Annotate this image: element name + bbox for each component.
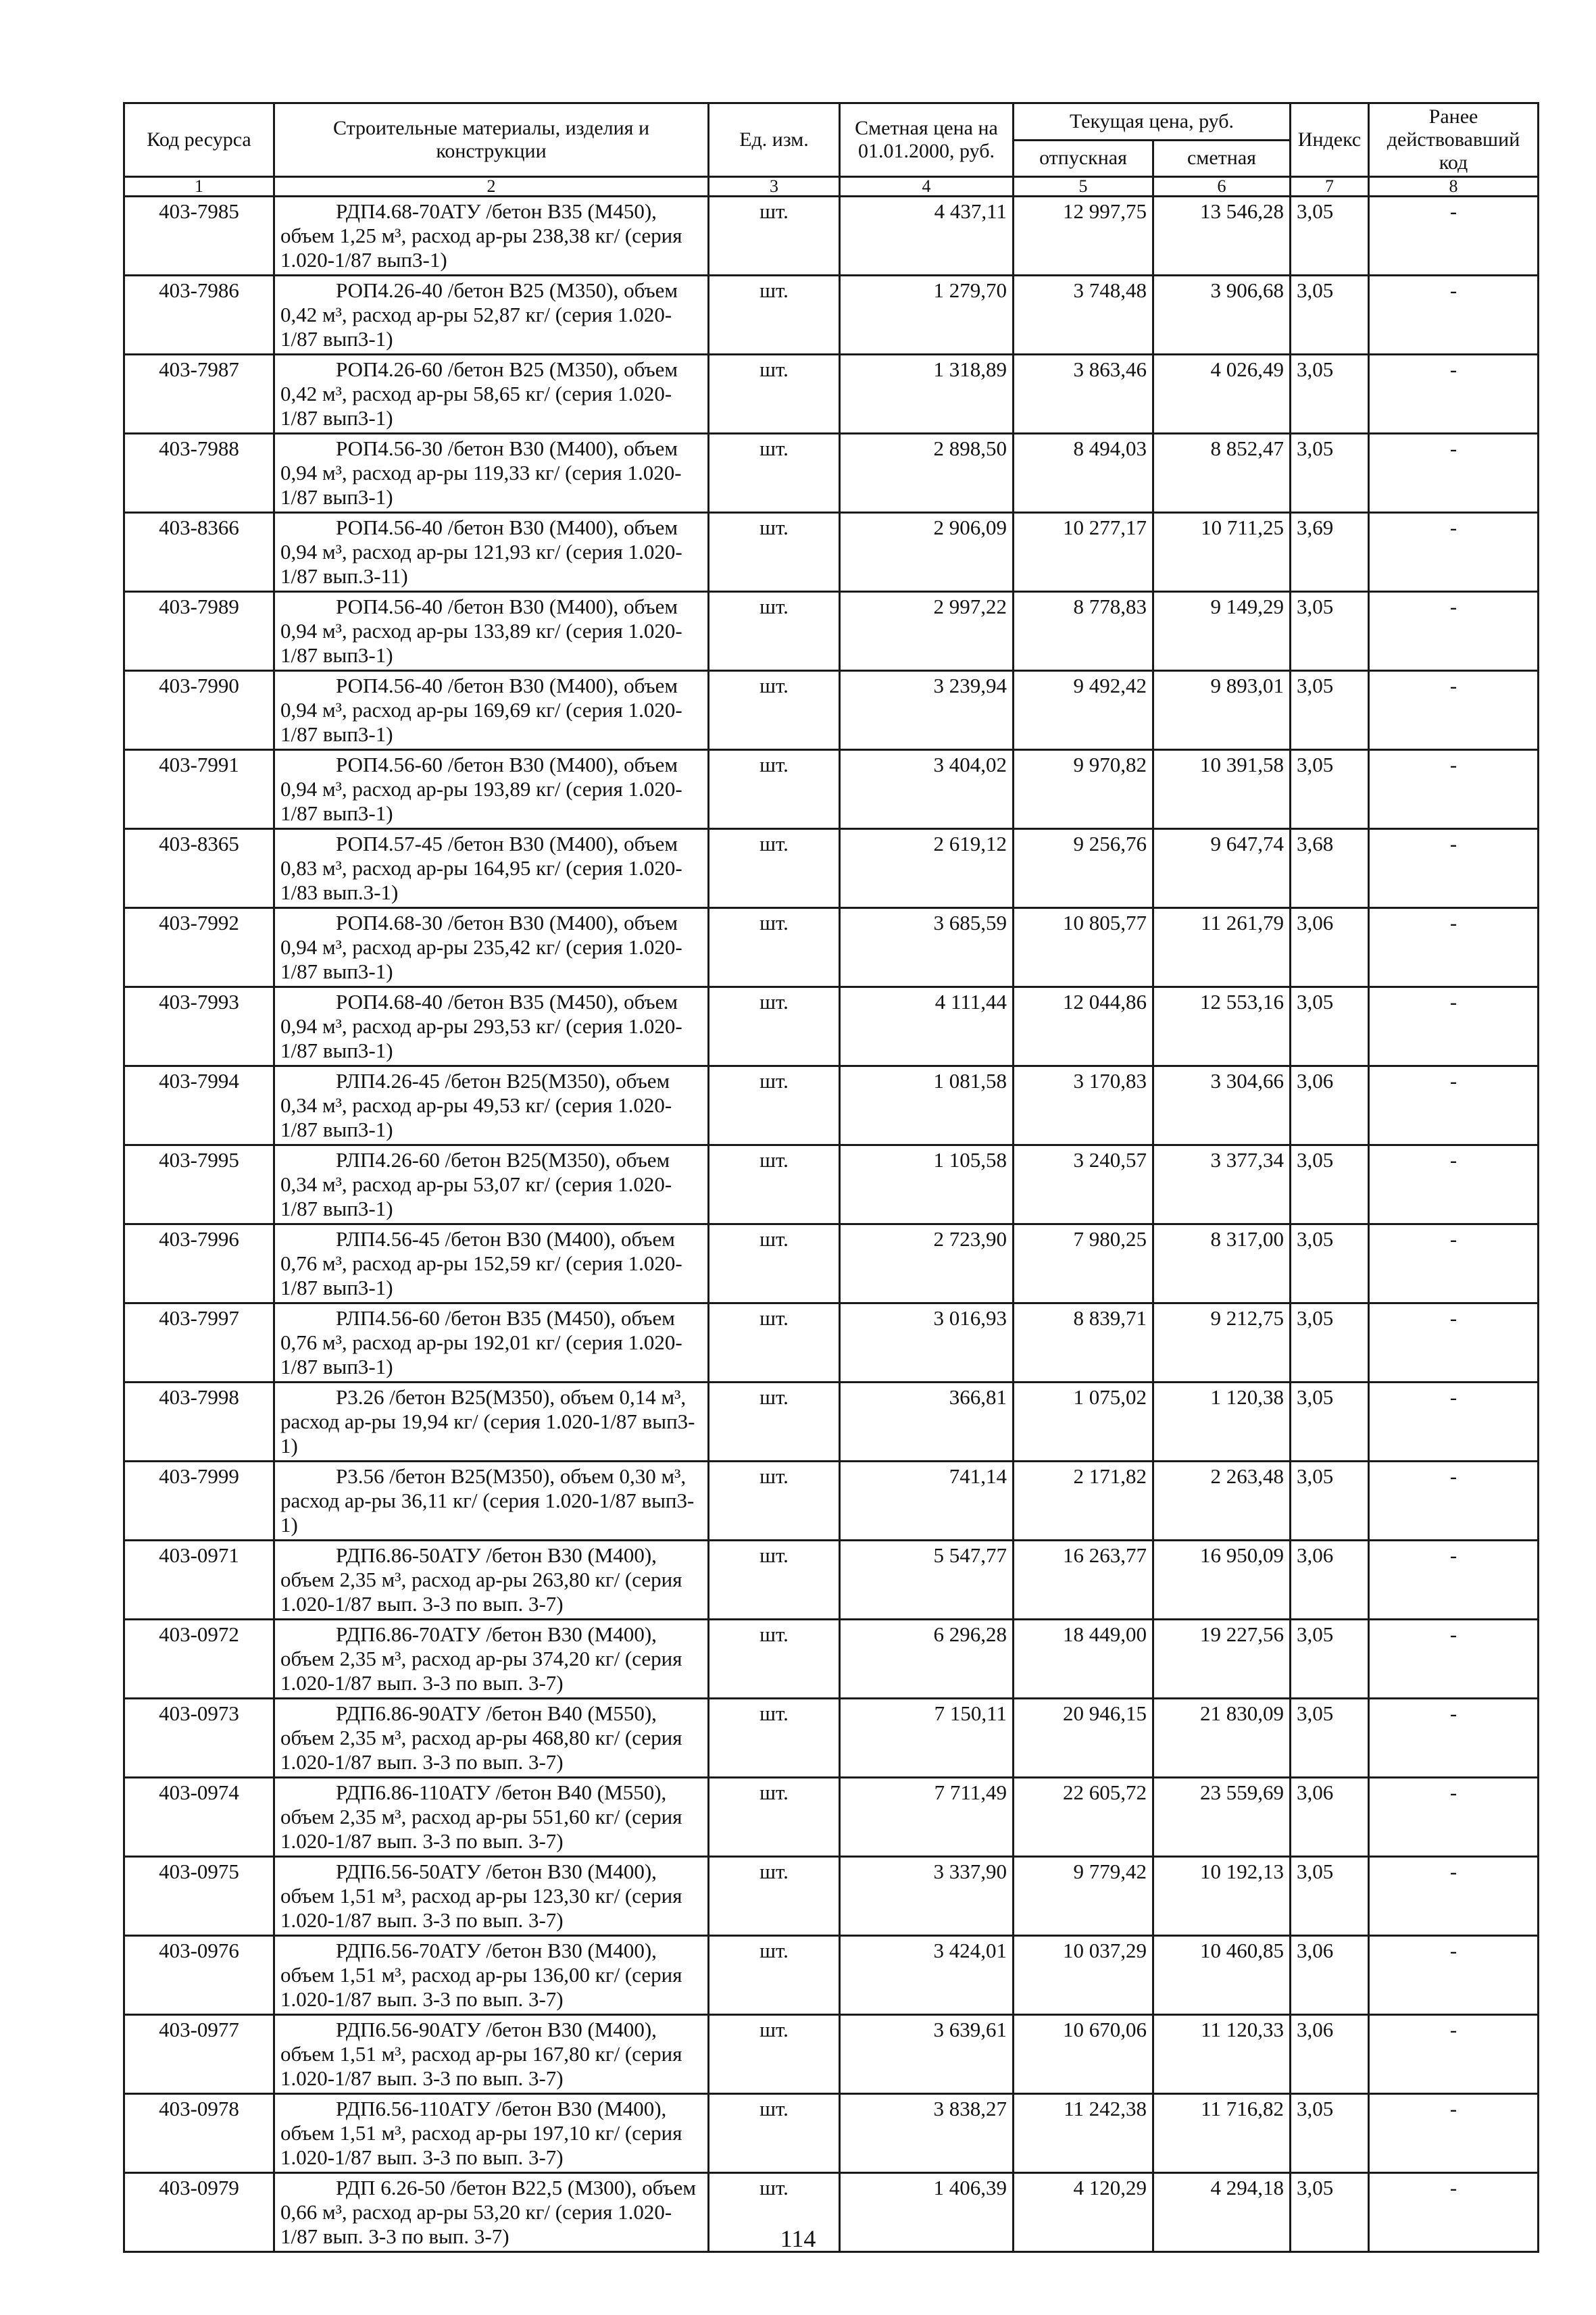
resource-code: 403-7998 (124, 1383, 274, 1462)
estimate-price: 4 026,49 (1153, 355, 1291, 434)
header-release-price: отпускная (1014, 140, 1153, 177)
estimate-price: 8 852,47 (1153, 434, 1291, 513)
resource-code: 403-7991 (124, 750, 274, 829)
unit-of-measure: шт. (709, 1778, 840, 1857)
header-base-price: Сметная цена на 01.01.2000, руб. (840, 103, 1014, 177)
unit-of-measure: шт. (709, 276, 840, 355)
header-index: Индекс (1291, 103, 1369, 177)
material-description: РОП4.26-60 /бетон В25 (М350), объем 0,42 м³, расход ар-ры 58,65 кг/ (серия 1.020-1/87 вып3-1) (274, 355, 709, 434)
table-row (124, 829, 1539, 908)
release-price: 20 946,15 (1014, 1699, 1153, 1778)
unit-of-measure: шт. (709, 2094, 840, 2173)
unit-of-measure: шт. (709, 671, 840, 750)
price-index: 3,06 (1291, 1066, 1369, 1145)
unit-of-measure: шт. (709, 1857, 840, 1936)
previous-code: - (1369, 1383, 1539, 1462)
release-price: 3 863,46 (1014, 355, 1153, 434)
material-description: РДП6.56-110АТУ /бетон В30 (М400), объем 1,51 м³, расход ар-ры 197,10 кг/ (серия 1.020-1/87 вып. 3-3 по вып. 3-7) (274, 2094, 709, 2173)
estimate-price: 8 317,00 (1153, 1224, 1291, 1303)
resource-code: 403-0977 (124, 2015, 274, 2094)
table-row (124, 987, 1539, 1066)
previous-code: - (1369, 513, 1539, 592)
base-price: 2 898,50 (840, 434, 1014, 513)
release-price: 9 256,76 (1014, 829, 1153, 908)
unit-of-measure: шт. (709, 1699, 840, 1778)
resource-code: 403-7988 (124, 434, 274, 513)
unit-of-measure: шт. (709, 513, 840, 592)
column-number: 6 (1153, 177, 1291, 197)
unit-of-measure: шт. (709, 355, 840, 434)
unit-of-measure: шт. (709, 197, 840, 276)
previous-code: - (1369, 987, 1539, 1066)
unit-of-measure: шт. (709, 1303, 840, 1383)
previous-code: - (1369, 1541, 1539, 1620)
release-price: 16 263,77 (1014, 1541, 1153, 1620)
price-index: 3,06 (1291, 1541, 1369, 1620)
header-previous-code: Ранее действовавший код (1369, 103, 1539, 177)
previous-code: - (1369, 2173, 1539, 2252)
price-index: 3,05 (1291, 197, 1369, 276)
resource-code: 403-7995 (124, 1145, 274, 1224)
base-price: 2 906,09 (840, 513, 1014, 592)
table-row (124, 1066, 1539, 1145)
estimate-price: 23 559,69 (1153, 1778, 1291, 1857)
table-row (124, 434, 1539, 513)
base-price: 741,14 (840, 1462, 1014, 1541)
price-index: 3,05 (1291, 1462, 1369, 1541)
price-index: 3,05 (1291, 276, 1369, 355)
base-price: 4 111,44 (840, 987, 1014, 1066)
table-row (124, 1699, 1539, 1778)
material-description: РОП4.56-40 /бетон В30 (М400), объем 0,94 м³, расход ар-ры 133,89 кг/ (серия 1.020-1/87 вып3-1) (274, 592, 709, 671)
price-index: 3,05 (1291, 671, 1369, 750)
resource-code: 403-0972 (124, 1620, 274, 1699)
base-price: 1 105,58 (840, 1145, 1014, 1224)
previous-code: - (1369, 1778, 1539, 1857)
base-price: 3 424,01 (840, 1936, 1014, 2015)
resource-code: 403-7992 (124, 908, 274, 987)
material-description: Р3.56 /бетон В25(М350), объем 0,30 м³, расход ар-ры 36,11 кг/ (серия 1.020-1/87 вып3-1) (274, 1462, 709, 1541)
price-index: 3,05 (1291, 434, 1369, 513)
unit-of-measure: шт. (709, 1383, 840, 1462)
previous-code: - (1369, 434, 1539, 513)
release-price: 10 805,77 (1014, 908, 1153, 987)
base-price: 3 239,94 (840, 671, 1014, 750)
price-index: 3,05 (1291, 1620, 1369, 1699)
price-index: 3,05 (1291, 987, 1369, 1066)
resource-code: 403-7989 (124, 592, 274, 671)
resource-code: 403-0971 (124, 1541, 274, 1620)
release-price: 22 605,72 (1014, 1778, 1153, 1857)
base-price: 366,81 (840, 1383, 1014, 1462)
base-price: 2 619,12 (840, 829, 1014, 908)
estimate-price: 10 460,85 (1153, 1936, 1291, 2015)
release-price: 8 494,03 (1014, 434, 1153, 513)
estimate-price: 1 120,38 (1153, 1383, 1291, 1462)
estimate-price: 21 830,09 (1153, 1699, 1291, 1778)
estimate-price: 3 906,68 (1153, 276, 1291, 355)
table-header (124, 103, 1539, 197)
unit-of-measure: шт. (709, 434, 840, 513)
unit-of-measure: шт. (709, 1145, 840, 1224)
price-index: 3,06 (1291, 1778, 1369, 1857)
material-description: РДП4.68-70АТУ /бетон В35 (М450), объем 1,25 м³, расход ар-ры 238,38 кг/ (серия 1.020-1/87 вып3-1) (274, 197, 709, 276)
release-price: 3 240,57 (1014, 1145, 1153, 1224)
estimate-price: 9 647,74 (1153, 829, 1291, 908)
table-row (124, 355, 1539, 434)
release-price: 10 277,17 (1014, 513, 1153, 592)
table-row (124, 2015, 1539, 2094)
column-number: 4 (840, 177, 1014, 197)
page-number: 114 (780, 2225, 816, 2252)
base-price: 3 404,02 (840, 750, 1014, 829)
table-row (124, 1620, 1539, 1699)
material-description: РОП4.57-45 /бетон В30 (М400), объем 0,83 м³, расход ар-ры 164,95 кг/ (серия 1.020-1/83 вып.3-1) (274, 829, 709, 908)
resource-code: 403-7996 (124, 1224, 274, 1303)
material-description: РДП6.86-90АТУ /бетон В40 (М550), объем 2,35 м³, расход ар-ры 468,80 кг/ (серия 1.020-1/87 вып. 3-3 по вып. 3-7) (274, 1699, 709, 1778)
header-name: Строительные материалы, изделия и конструкции (274, 103, 709, 177)
material-description: РДП6.86-70АТУ /бетон В30 (М400), объем 2,35 м³, расход ар-ры 374,20 кг/ (серия 1.020-1/87 вып. 3-3 по вып. 3-7) (274, 1620, 709, 1699)
base-price: 3 639,61 (840, 2015, 1014, 2094)
price-index: 3,05 (1291, 2094, 1369, 2173)
release-price: 1 075,02 (1014, 1383, 1153, 1462)
release-price: 12 044,86 (1014, 987, 1153, 1066)
base-price: 3 838,27 (840, 2094, 1014, 2173)
previous-code: - (1369, 2015, 1539, 2094)
release-price: 12 997,75 (1014, 197, 1153, 276)
previous-code: - (1369, 1145, 1539, 1224)
base-price: 6 296,28 (840, 1620, 1014, 1699)
header-unit: Ед. изм. (709, 103, 840, 177)
column-number: 8 (1369, 177, 1539, 197)
price-index: 3,05 (1291, 750, 1369, 829)
table-row (124, 750, 1539, 829)
price-index: 3,05 (1291, 1857, 1369, 1936)
resource-code: 403-7999 (124, 1462, 274, 1541)
material-description: Р3.26 /бетон В25(М350), объем 0,14 м³, расход ар-ры 19,94 кг/ (серия 1.020-1/87 вып3-1) (274, 1383, 709, 1462)
resource-code: 403-7993 (124, 987, 274, 1066)
material-description: РЛП4.26-45 /бетон В25(М350), объем 0,34 м³, расход ар-ры 49,53 кг/ (серия 1.020-1/87 вып3-1) (274, 1066, 709, 1145)
previous-code: - (1369, 1462, 1539, 1541)
release-price: 7 980,25 (1014, 1224, 1153, 1303)
table-row (124, 1303, 1539, 1383)
resource-code: 403-8366 (124, 513, 274, 592)
material-description: РОП4.56-40 /бетон В30 (М400), объем 0,94 м³, расход ар-ры 121,93 кг/ (серия 1.020-1/87 вып.3-11) (274, 513, 709, 592)
estimate-price: 12 553,16 (1153, 987, 1291, 1066)
table-row (124, 1383, 1539, 1462)
material-description: РДП6.56-70АТУ /бетон В30 (М400), объем 1,51 м³, расход ар-ры 136,00 кг/ (серия 1.020-1/87 вып. 3-3 по вып. 3-7) (274, 1936, 709, 2015)
price-index: 3,05 (1291, 592, 1369, 671)
resource-code: 403-0975 (124, 1857, 274, 1936)
price-table (123, 102, 1539, 2253)
resource-code: 403-0978 (124, 2094, 274, 2173)
base-price: 7 711,49 (840, 1778, 1014, 1857)
price-index: 3,05 (1291, 2173, 1369, 2252)
column-number: 1 (124, 177, 274, 197)
base-price: 3 016,93 (840, 1303, 1014, 1383)
base-price: 7 150,11 (840, 1699, 1014, 1778)
release-price: 3 748,48 (1014, 276, 1153, 355)
release-price: 10 037,29 (1014, 1936, 1153, 2015)
previous-code: - (1369, 750, 1539, 829)
previous-code: - (1369, 276, 1539, 355)
material-description: РДП6.86-110АТУ /бетон В40 (М550), объем 2,35 м³, расход ар-ры 551,60 кг/ (серия 1.020-1/87 вып. 3-3 по вып. 3-7) (274, 1778, 709, 1857)
material-description: РОП4.56-40 /бетон В30 (М400), объем 0,94 м³, расход ар-ры 169,69 кг/ (серия 1.020-1/87 вып3-1) (274, 671, 709, 750)
resource-code: 403-7990 (124, 671, 274, 750)
base-price: 1 318,89 (840, 355, 1014, 434)
price-index: 3,05 (1291, 1145, 1369, 1224)
previous-code: - (1369, 2094, 1539, 2173)
estimate-price: 11 120,33 (1153, 2015, 1291, 2094)
table-row (124, 1541, 1539, 1620)
previous-code: - (1369, 1224, 1539, 1303)
price-index: 3,06 (1291, 1936, 1369, 2015)
release-price: 9 779,42 (1014, 1857, 1153, 1936)
estimate-price: 9 149,29 (1153, 592, 1291, 671)
estimate-price: 2 263,48 (1153, 1462, 1291, 1541)
material-description: РОП4.26-40 /бетон В25 (М350), объем 0,42 м³, расход ар-ры 52,87 кг/ (серия 1.020-1/87 вып3-1) (274, 276, 709, 355)
unit-of-measure: шт. (709, 908, 840, 987)
previous-code: - (1369, 592, 1539, 671)
estimate-price: 19 227,56 (1153, 1620, 1291, 1699)
resource-code: 403-7985 (124, 197, 274, 276)
estimate-price: 10 711,25 (1153, 513, 1291, 592)
resource-code: 403-7997 (124, 1303, 274, 1383)
material-description: РЛП4.26-60 /бетон В25(М350), объем 0,34 м³, расход ар-ры 53,07 кг/ (серия 1.020-1/87 вып3-1) (274, 1145, 709, 1224)
price-index: 3,05 (1291, 1224, 1369, 1303)
price-index: 3,05 (1291, 1383, 1369, 1462)
material-description: РЛП4.56-45 /бетон В30 (М400), объем 0,76 м³, расход ар-ры 152,59 кг/ (серия 1.020-1/87 вып3-1) (274, 1224, 709, 1303)
price-index: 3,05 (1291, 1303, 1369, 1383)
header-estimate-price: сметная (1153, 140, 1291, 177)
unit-of-measure: шт. (709, 1620, 840, 1699)
table-row (124, 1145, 1539, 1224)
release-price: 2 171,82 (1014, 1462, 1153, 1541)
unit-of-measure: шт. (709, 1541, 840, 1620)
resource-code: 403-8365 (124, 829, 274, 908)
table-row (124, 1224, 1539, 1303)
price-index: 3,06 (1291, 908, 1369, 987)
base-price: 2 723,90 (840, 1224, 1014, 1303)
base-price: 2 997,22 (840, 592, 1014, 671)
previous-code: - (1369, 355, 1539, 434)
material-description: РОП4.56-60 /бетон В30 (М400), объем 0,94 м³, расход ар-ры 193,89 кг/ (серия 1.020-1/87 вып3-1) (274, 750, 709, 829)
material-description: РДП6.56-50АТУ /бетон В30 (М400), объем 1,51 м³, расход ар-ры 123,30 кг/ (серия 1.020-1/87 вып. 3-3 по вып. 3-7) (274, 1857, 709, 1936)
resource-code: 403-7986 (124, 276, 274, 355)
unit-of-measure: шт. (709, 829, 840, 908)
estimate-price: 4 294,18 (1153, 2173, 1291, 2252)
material-description: РДП6.56-90АТУ /бетон В30 (М400), объем 1,51 м³, расход ар-ры 167,80 кг/ (серия 1.020-1/87 вып. 3-3 по вып. 3-7) (274, 2015, 709, 2094)
unit-of-measure: шт. (709, 1224, 840, 1303)
table-row (124, 197, 1539, 276)
release-price: 11 242,38 (1014, 2094, 1153, 2173)
table-row (124, 513, 1539, 592)
resource-code: 403-7987 (124, 355, 274, 434)
unit-of-measure: шт. (709, 1066, 840, 1145)
unit-of-measure: шт. (709, 2173, 840, 2252)
base-price: 3 337,90 (840, 1857, 1014, 1936)
price-index: 3,06 (1291, 2015, 1369, 2094)
column-number: 5 (1014, 177, 1153, 197)
unit-of-measure: шт. (709, 1462, 840, 1541)
previous-code: - (1369, 829, 1539, 908)
unit-of-measure: шт. (709, 987, 840, 1066)
previous-code: - (1369, 671, 1539, 750)
material-description: РЛП4.56-60 /бетон В35 (М450), объем 0,76 м³, расход ар-ры 192,01 кг/ (серия 1.020-1/87 вып3-1) (274, 1303, 709, 1383)
table-row (124, 908, 1539, 987)
price-index: 3,69 (1291, 513, 1369, 592)
resource-code: 403-0976 (124, 1936, 274, 2015)
price-index: 3,68 (1291, 829, 1369, 908)
unit-of-measure: шт. (709, 1936, 840, 2015)
table-row (124, 276, 1539, 355)
estimate-price: 9 893,01 (1153, 671, 1291, 750)
table-body (124, 197, 1539, 2252)
material-description: РДП6.86-50АТУ /бетон В30 (М400), объем 2,35 м³, расход ар-ры 263,80 кг/ (серия 1.020-1/87 вып. 3-3 по вып. 3-7) (274, 1541, 709, 1620)
material-description: РОП4.68-30 /бетон В30 (М400), объем 0,94 м³, расход ар-ры 235,42 кг/ (серия 1.020-1/87 вып3-1) (274, 908, 709, 987)
resource-code: 403-7994 (124, 1066, 274, 1145)
base-price: 1 406,39 (840, 2173, 1014, 2252)
estimate-price: 13 546,28 (1153, 197, 1291, 276)
previous-code: - (1369, 908, 1539, 987)
estimate-price: 10 192,13 (1153, 1857, 1291, 1936)
column-number: 2 (274, 177, 709, 197)
material-description: РОП4.68-40 /бетон В35 (М450), объем 0,94 м³, расход ар-ры 293,53 кг/ (серия 1.020-1/87 вып3-1) (274, 987, 709, 1066)
base-price: 1 279,70 (840, 276, 1014, 355)
previous-code: - (1369, 1699, 1539, 1778)
release-price: 9 970,82 (1014, 750, 1153, 829)
table-row (124, 1936, 1539, 2015)
material-description: РОП4.56-30 /бетон В30 (М400), объем 0,94 м³, расход ар-ры 119,33 кг/ (серия 1.020-1/87 вып3-1) (274, 434, 709, 513)
estimate-price: 9 212,75 (1153, 1303, 1291, 1383)
base-price: 5 547,77 (840, 1541, 1014, 1620)
estimate-price: 3 304,66 (1153, 1066, 1291, 1145)
table-row (124, 1778, 1539, 1857)
release-price: 18 449,00 (1014, 1620, 1153, 1699)
estimate-price: 11 261,79 (1153, 908, 1291, 987)
estimate-price: 16 950,09 (1153, 1541, 1291, 1620)
previous-code: - (1369, 1066, 1539, 1145)
release-price: 8 839,71 (1014, 1303, 1153, 1383)
table-row (124, 592, 1539, 671)
resource-code: 403-0973 (124, 1699, 274, 1778)
table-row (124, 1462, 1539, 1541)
price-index: 3,05 (1291, 1699, 1369, 1778)
column-number: 7 (1291, 177, 1369, 197)
table-row (124, 2094, 1539, 2173)
resource-code: 403-0979 (124, 2173, 274, 2252)
release-price: 4 120,29 (1014, 2173, 1153, 2252)
release-price: 10 670,06 (1014, 2015, 1153, 2094)
header-current-price: Текущая цена, руб. (1014, 103, 1291, 141)
previous-code: - (1369, 1620, 1539, 1699)
previous-code: - (1369, 1936, 1539, 2015)
estimate-price: 11 716,82 (1153, 2094, 1291, 2173)
table-row (124, 1857, 1539, 1936)
unit-of-measure: шт. (709, 592, 840, 671)
release-price: 8 778,83 (1014, 592, 1153, 671)
estimate-price: 3 377,34 (1153, 1145, 1291, 1224)
column-number-row (124, 177, 1539, 197)
release-price: 3 170,83 (1014, 1066, 1153, 1145)
base-price: 4 437,11 (840, 197, 1014, 276)
column-number: 3 (709, 177, 840, 197)
previous-code: - (1369, 197, 1539, 276)
previous-code: - (1369, 1857, 1539, 1936)
header-code: Код ресурса (124, 103, 274, 177)
base-price: 1 081,58 (840, 1066, 1014, 1145)
base-price: 3 685,59 (840, 908, 1014, 987)
table-row (124, 671, 1539, 750)
material-description: РДП 6.26-50 /бетон В22,5 (М300), объем 0,66 м³, расход ар-ры 53,20 кг/ (серия 1.020-1/87 вып. 3-3 по вып. 3-7) (274, 2173, 709, 2252)
unit-of-measure: шт. (709, 2015, 840, 2094)
estimate-price: 10 391,58 (1153, 750, 1291, 829)
previous-code: - (1369, 1303, 1539, 1383)
resource-code: 403-0974 (124, 1778, 274, 1857)
price-index: 3,05 (1291, 355, 1369, 434)
unit-of-measure: шт. (709, 750, 840, 829)
release-price: 9 492,42 (1014, 671, 1153, 750)
